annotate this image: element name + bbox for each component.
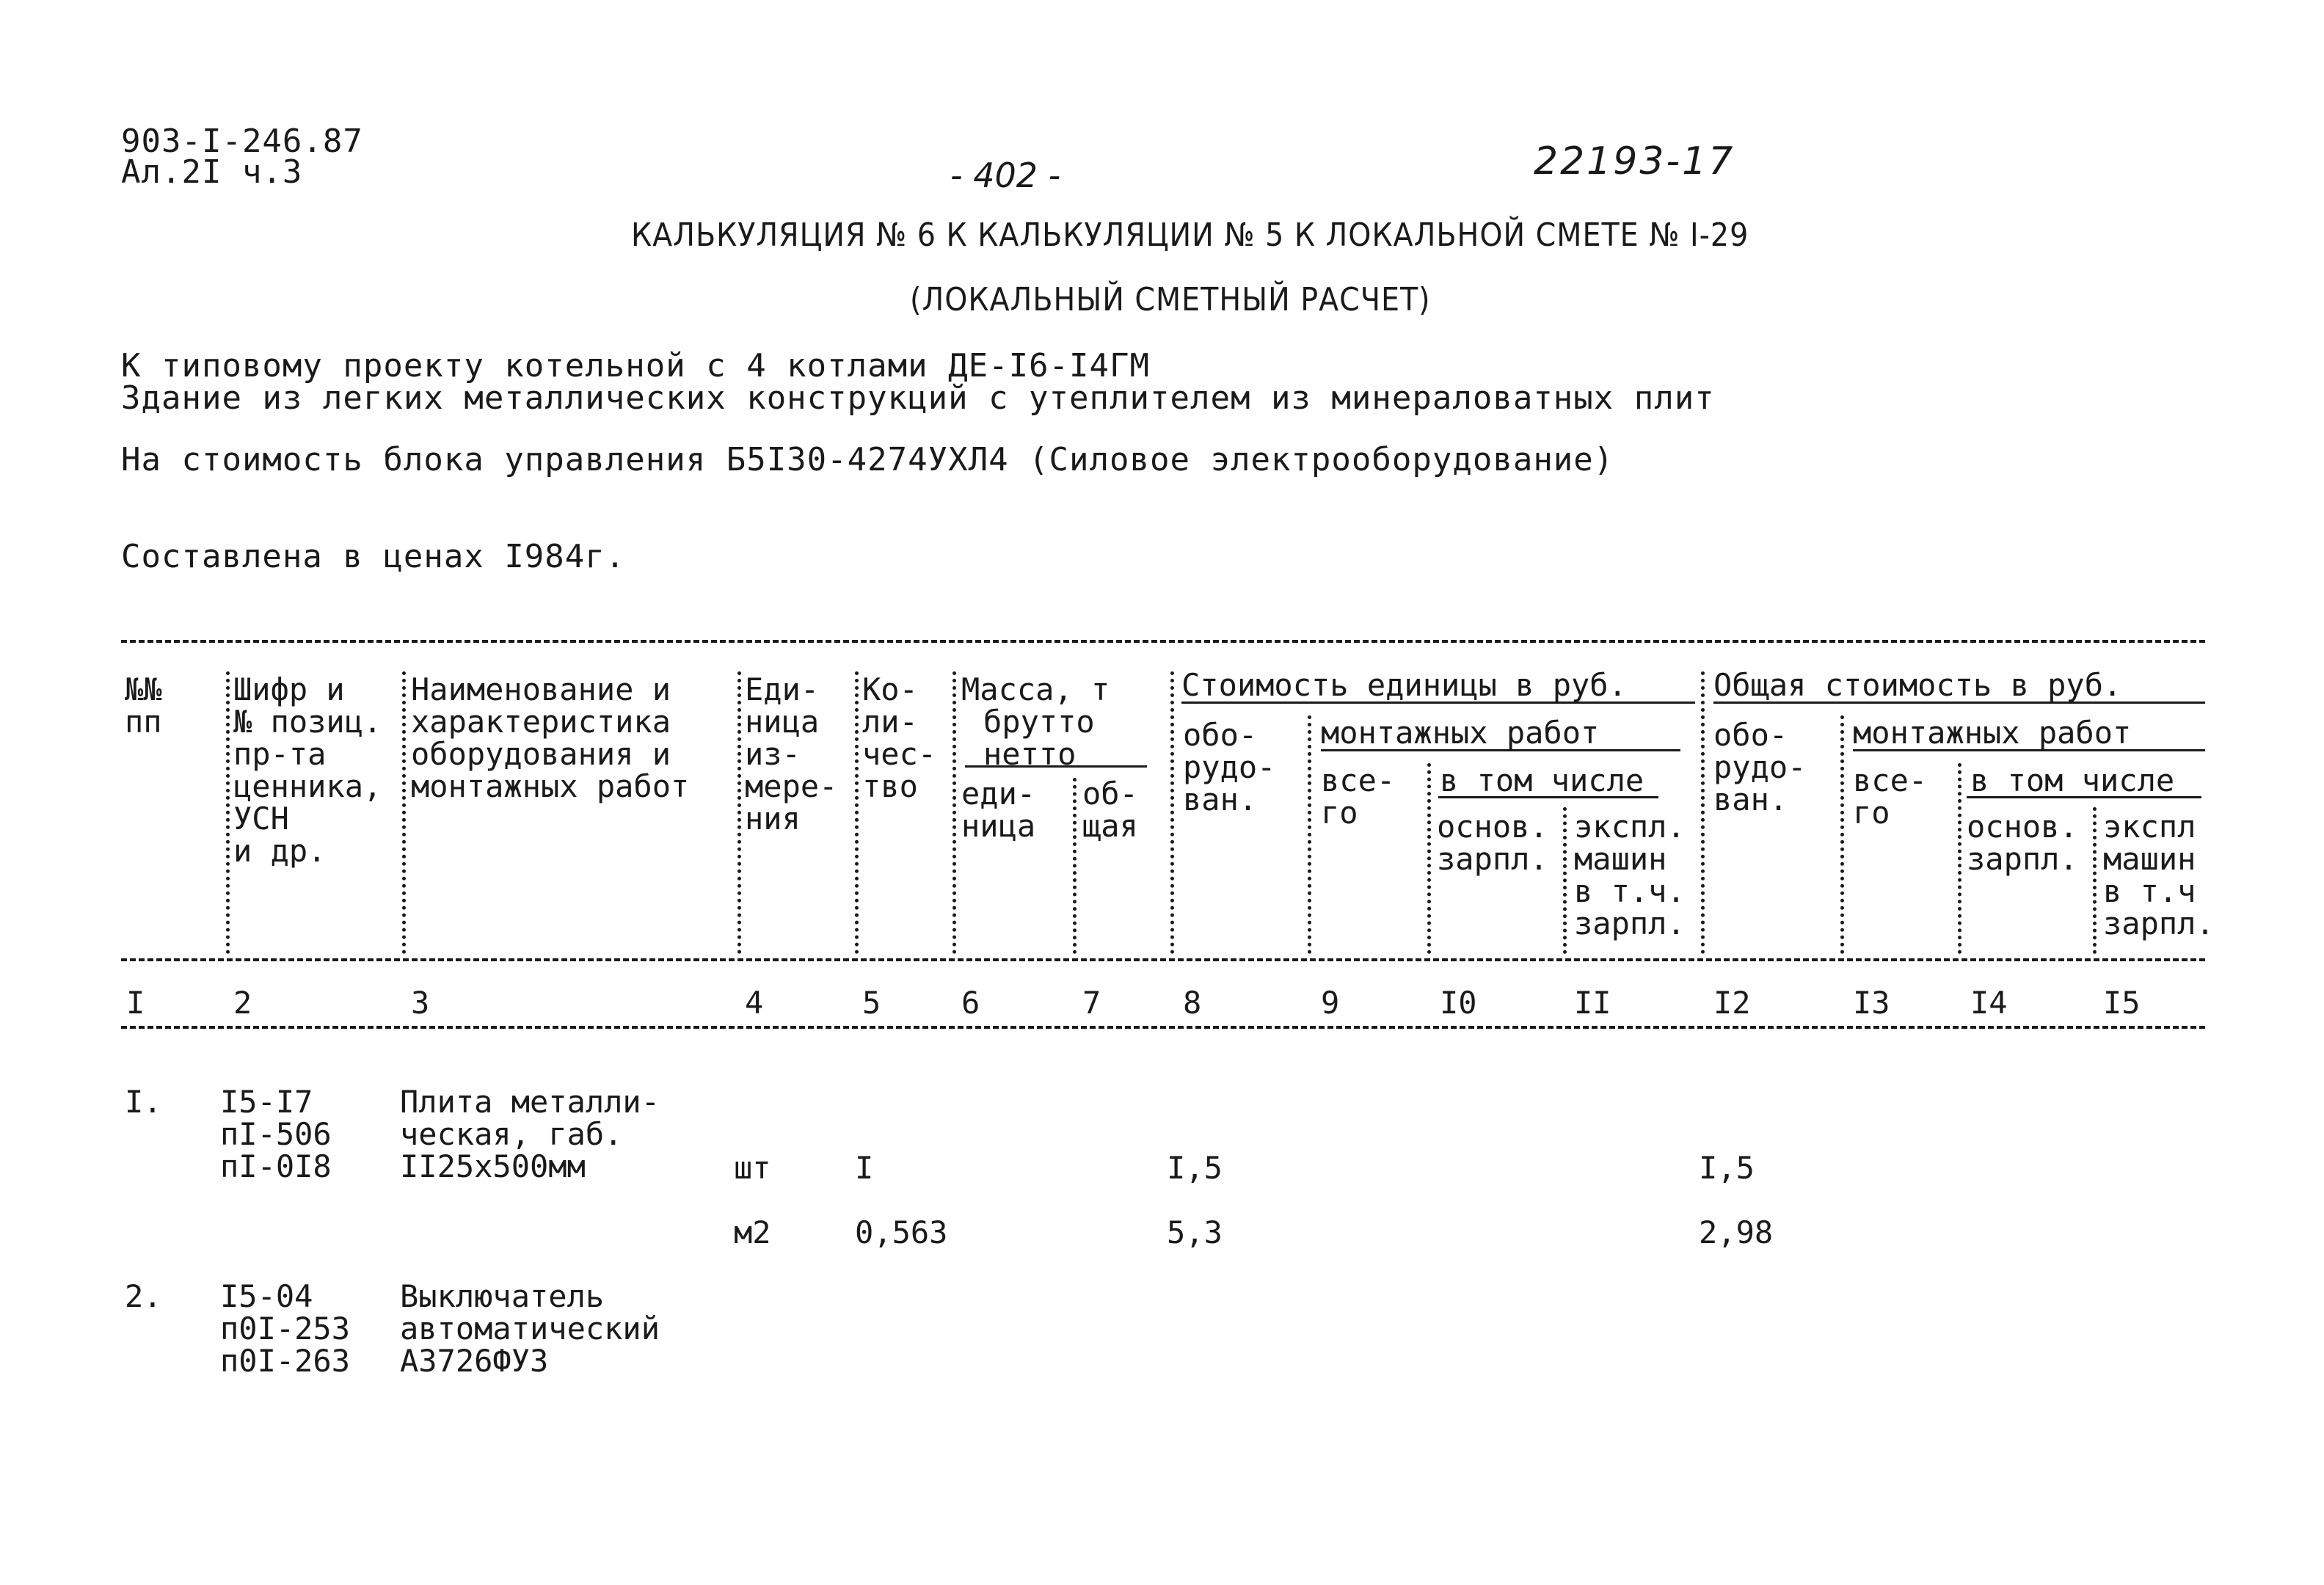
row-qty: 0,563 bbox=[855, 1214, 948, 1250]
hdr-mass-total: об- щая bbox=[1082, 776, 1138, 844]
col-separator bbox=[1308, 715, 1311, 954]
col-separator bbox=[737, 671, 741, 954]
row-total-cost: 2,98 bbox=[1699, 1214, 1774, 1250]
row-total-cost: I,5 bbox=[1699, 1150, 1755, 1186]
col-number: 4 bbox=[745, 985, 764, 1021]
project-line: К типовому проекту котельной с 4 котлами ДЕ-I6-I4ГМ bbox=[121, 347, 1151, 385]
col-separator bbox=[1958, 763, 1961, 954]
document-number: 22193-17 bbox=[1534, 139, 1735, 183]
hdr-all: все- го bbox=[1321, 762, 1396, 831]
hdr-name: Наименование и характеристика оборудования и монтажных работ bbox=[411, 671, 690, 804]
row-codes: I5-I7 пI-506 пI-0I8 bbox=[220, 1084, 332, 1184]
col-separator bbox=[1427, 763, 1431, 954]
prices-line: Составлена в ценах I984г. bbox=[121, 538, 626, 575]
col-number: 7 bbox=[1082, 985, 1101, 1021]
hdr-incl-2: в том числе bbox=[1970, 762, 2175, 798]
numbers-rule bbox=[121, 1026, 2205, 1029]
hdr-num: №№ пп bbox=[125, 671, 162, 740]
building-line: Здание из легких металлических конструкций с утеплителем из минераловатных плит bbox=[121, 379, 1715, 417]
row-codes: I5-04 п0I-253 п0I-263 bbox=[220, 1278, 351, 1379]
row-unit: шт bbox=[734, 1150, 771, 1186]
row-qty: I bbox=[855, 1150, 874, 1186]
row-unit-cost: I,5 bbox=[1167, 1150, 1223, 1186]
row-name: Выключатель автоматический А3726ФУЗ bbox=[400, 1278, 660, 1379]
col-separator bbox=[226, 671, 230, 954]
col-separator bbox=[1701, 671, 1705, 954]
col-number: II bbox=[1574, 985, 1611, 1021]
hdr-unit: Еди- ница из- мере- ния bbox=[745, 671, 838, 837]
col-separator bbox=[1170, 671, 1174, 954]
col-number: 5 bbox=[862, 985, 881, 1021]
col-number: I3 bbox=[1853, 985, 1890, 1021]
col-number: 2 bbox=[233, 985, 252, 1021]
col-number: 8 bbox=[1183, 985, 1202, 1021]
hdr-mass-unit: еди- ница bbox=[961, 776, 1036, 844]
hdr-mach: экспл. машин в т.ч. зарпл. bbox=[1574, 809, 1686, 941]
hdr-total-cost: Общая стоимость в руб. bbox=[1713, 667, 2122, 703]
col-number: I4 bbox=[1970, 985, 2008, 1021]
col-separator bbox=[1563, 807, 1567, 954]
hdr-unit-cost: Стоимость единицы в руб. bbox=[1181, 667, 1627, 703]
table-top-rule bbox=[121, 640, 2205, 643]
album-reference: Ал.2I ч.3 bbox=[121, 153, 303, 191]
row-number: 2. bbox=[125, 1278, 162, 1314]
row-number: I. bbox=[125, 1084, 162, 1120]
hdr-mount-2: монтажных работ bbox=[1853, 715, 2132, 751]
hdr-all-2: все- го bbox=[1853, 762, 1928, 831]
row-unit-cost: 5,3 bbox=[1167, 1214, 1223, 1250]
hdr-mount: монтажных работ bbox=[1321, 715, 1600, 751]
subject-line: На стоимость блока управления Б5I30-4274УХЛ4 (Силовое электрооборудование) bbox=[121, 441, 1614, 478]
hdr-equip: обо- рудо- ван. bbox=[1183, 717, 1276, 817]
hdr-code: Шифр и № позиц. пр-та ценника, УСН и др. bbox=[233, 671, 382, 869]
col-number: 6 bbox=[961, 985, 980, 1021]
row-name: Плита металли- ческая, габ. II25x500мм bbox=[400, 1084, 660, 1184]
col-number: I2 bbox=[1713, 985, 1751, 1021]
calc-subtitle: (ЛОКАЛЬНЫЙ СМЕТНЫЙ РАСЧЕТ) bbox=[910, 281, 1431, 318]
col-number: 9 bbox=[1321, 985, 1340, 1021]
hdr-equip-2: обо- рудо- ван. bbox=[1713, 717, 1807, 817]
calc-title: КАЛЬКУЛЯЦИЯ № 6 К КАЛЬКУЛЯЦИИ № 5 К ЛОКАЛЬНОЙ СМЕТЕ № I-29 bbox=[631, 216, 1749, 254]
col-number: I0 bbox=[1440, 985, 1477, 1021]
col-number: I bbox=[126, 985, 145, 1021]
hdr-qty: Ко- ли- чес- тво bbox=[862, 671, 937, 804]
col-separator bbox=[402, 671, 406, 954]
document-code: 903-I-246.87 bbox=[121, 123, 363, 160]
col-separator bbox=[1073, 778, 1077, 954]
col-separator bbox=[2093, 807, 2097, 954]
col-number: I5 bbox=[2103, 985, 2141, 1021]
col-number: 3 bbox=[411, 985, 430, 1021]
col-separator bbox=[1840, 715, 1844, 954]
col-separator bbox=[855, 671, 859, 954]
row-unit: м2 bbox=[734, 1214, 771, 1250]
hdr-incl: в том числе bbox=[1440, 762, 1644, 798]
hdr-mass: Масса, т брутто нетто bbox=[961, 671, 1110, 772]
page-number: - 402 - bbox=[950, 156, 1061, 195]
hdr-mach-2: экспл машин в т.ч зарпл. bbox=[2103, 809, 2215, 941]
col-separator bbox=[952, 671, 956, 954]
hdr-wage-2: основ. зарпл. bbox=[1967, 809, 2078, 877]
hdr-wage: основ. зарпл. bbox=[1437, 809, 1548, 877]
header-bottom-rule bbox=[121, 958, 2205, 961]
